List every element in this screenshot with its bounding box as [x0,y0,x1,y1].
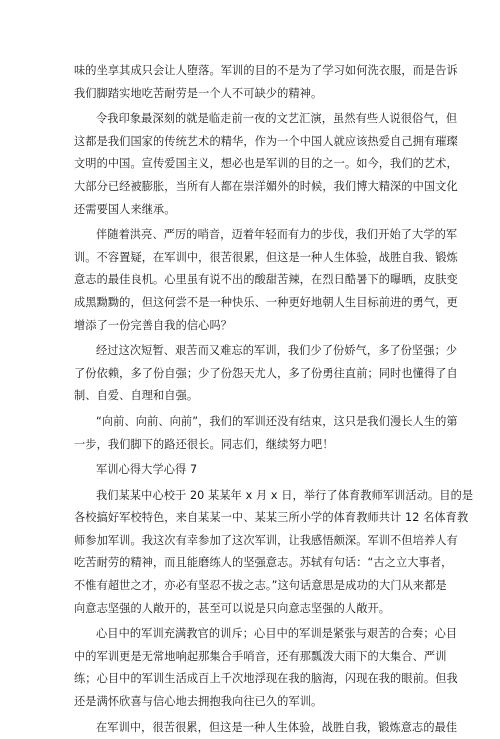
text-line: 味的坐享其成只会让人堕落。军训的目的不是为了学习如何洗衣服，而是告诉 [74,64,458,77]
text-line: 吃苦耐劳的精神，而且能磨练人的坚强意志。苏轼有句话：“古之立大事者， [74,556,453,570]
text-line: 了份依赖，多了份自强；少了份怨天尤人，多了份勇往直前；同时也懂得了自 [74,366,458,380]
text-line: 还需要国人来继承。 [74,202,176,216]
heading-line: 军训心得大学心得 7 [96,463,198,477]
text-line: “向前、向前、向前”，我们的军训还没有结束，这只是我们漫长人生的第 [96,414,458,428]
text-line: 向意志坚强的人敞开的，甚至可以说是只向意志坚强的人敞开。 [74,601,391,615]
text-line: 中的军训更是无常地响起那集合手哨音，还有那瓢泼大雨下的大集合、严训 [74,649,447,663]
text-line: 制、自爱、自理和自强。 [74,389,199,403]
paragraph-1 [74,60,458,105]
paragraph-2 [74,108,458,221]
text-line: 在军训中，很苦很累，但这是一种人生体验，战胜自我，锻炼意志的最佳 [96,720,458,734]
paragraph-8 [74,717,458,739]
paragraph-6 [74,485,474,621]
text-line: 我们某某中心校于 20 某某年 x 月 x 日，举行了体育教师军训活动。目的是 [96,488,474,502]
text-line: 伴随着洪亮、严厉的哨音，迈着年轻而有力的步伐，我们开始了大学的军 [96,228,458,242]
text-line: 成黑黝黝的，但这何尝不是一种快乐、一种更好地朝人生目标前进的勇气，更 [74,295,458,309]
section-heading [74,459,438,482]
text-line: 大部分已经被膨胀，当所有人都在崇洋媚外的时候，我们博大精深的中国文化 [74,179,458,193]
paragraph-3 [74,224,458,337]
text-line: 不惟有超世之才，亦必有坚忍不拔之志。”这句话意思是成功的大门从来都是 [74,579,447,593]
text-line: 增添了一份完善自我的信心吗？ [74,318,233,332]
text-line: 各校搞好军校特色，来自某某一中、某某三所小学的体育教师共计 12 名体育教 [74,511,469,525]
text-line: 一步，我们脚下的路还很长。同志们，继续努力吧！ [74,437,334,451]
text-line: 文明的中国。宣传爱国主义，想必也是军训的目的之一。如今，我们的艺术， [74,157,458,171]
text-line: 令我印象最深刻的就是临走前一夜的文艺汇演，虽然有些人说很俗气，但 [96,112,458,126]
text-line: 意志的最佳良机。心里虽有说不出的酸甜苦辣，在烈日酷暑下的曝晒，皮肤变 [74,273,458,287]
paragraph-7 [74,623,458,713]
text-line: 我们脚踏实地吃苦耐劳是一个人不可缺少的精神。 [74,86,323,100]
text-line: 师参加军训。我这次有幸参加了这次军训，让我感悟颇深。军训不但培养人有 [74,533,458,547]
text-line: 这都是我们国家的传统艺术的精华，作为一个中国人就应该热爱自己拥有璀璨 [74,134,458,148]
text-line: 训。不容置疑，在军训中，很苦很累，但这是一种人生体验，战胜自我、锻炼 [74,250,458,264]
text-line: 还是满怀欣喜与信心地去拥抱我向往已久的军训。 [74,695,323,709]
text-line: 心目中的军训充满教官的训斥；心目中的军训是紧张与艰苦的合奏；心目 [96,627,458,641]
paragraph-4 [74,340,458,408]
text-line: 经过这次短暂、艰苦而又难忘的军训，我们少了份娇气，多了份坚强；少 [96,344,458,358]
paragraph-5 [74,411,458,456]
text-line: 练；心目中的军训生活成百上千次地浮现在我的脑海，闪现在我的眼前。但我 [74,672,458,686]
